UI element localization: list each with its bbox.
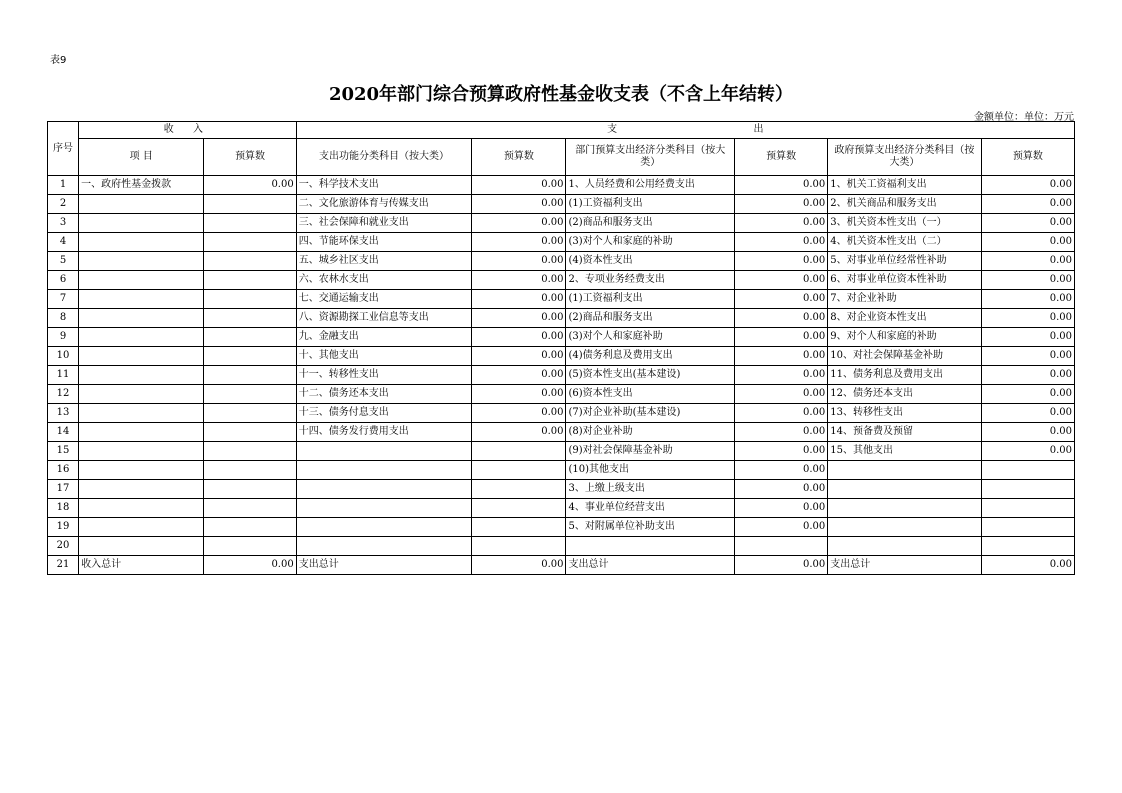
func-item-cell xyxy=(296,537,472,556)
header-row-1 xyxy=(48,122,1075,139)
func-item-cell xyxy=(296,480,472,499)
row-seq-cell: 20 xyxy=(48,537,79,556)
gov-budget-cell: 0.00 xyxy=(981,195,1074,214)
table-row xyxy=(48,290,1075,309)
table-row xyxy=(48,385,1075,404)
dept-budget-cell: 0.00 xyxy=(734,290,827,309)
income-budget-cell: 0.00 xyxy=(204,176,296,195)
gov-budget-cell xyxy=(981,461,1074,480)
income-item-cell: 收入总计 xyxy=(79,556,204,575)
func-item-cell: 五、城乡社区支出 xyxy=(296,252,472,271)
dept-budget-cell: 0.00 xyxy=(734,442,827,461)
income-budget-cell xyxy=(204,499,296,518)
func-budget-cell: 0.00 xyxy=(472,290,566,309)
dept-econ-header: 部门预算支出经济分类科目（按大类） xyxy=(566,139,734,176)
income-budget-cell xyxy=(204,214,296,233)
row-seq-cell: 19 xyxy=(48,518,79,537)
expense-header xyxy=(296,122,1074,139)
dept-budget-cell xyxy=(734,537,827,556)
func-item-cell: 二、文化旅游体育与传媒支出 xyxy=(296,195,472,214)
func-budget-cell: 0.00 xyxy=(472,404,566,423)
income-budget-cell xyxy=(204,366,296,385)
dept-item-cell: (2)商品和服务支出 xyxy=(566,214,734,233)
func-budget-cell: 0.00 xyxy=(472,309,566,328)
func-budget-cell: 0.00 xyxy=(472,347,566,366)
func-item-cell: 支出总计 xyxy=(296,556,472,575)
func-item-cell: 三、社会保障和就业支出 xyxy=(296,214,472,233)
income-item-cell xyxy=(79,195,204,214)
row-seq-cell: 8 xyxy=(48,309,79,328)
func-budget-cell: 0.00 xyxy=(472,252,566,271)
dept-item-cell: (5)资本性支出(基本建设) xyxy=(566,366,734,385)
income-item-cell xyxy=(79,518,204,537)
income-budget-cell xyxy=(204,442,296,461)
gov-budget-cell: 0.00 xyxy=(981,366,1074,385)
dept-item-cell: (3)对个人和家庭的补助 xyxy=(566,233,734,252)
dept-budget-cell: 0.00 xyxy=(734,252,827,271)
func-item-cell xyxy=(296,442,472,461)
income-budget-cell xyxy=(204,290,296,309)
func-budget-cell: 0.00 xyxy=(472,366,566,385)
gov-budget-cell: 0.00 xyxy=(981,328,1074,347)
func-item-cell xyxy=(296,461,472,480)
dept-item-cell: 4、事业单位经营支出 xyxy=(566,499,734,518)
income-budget-cell xyxy=(204,385,296,404)
gov-item-cell: 13、转移性支出 xyxy=(828,404,981,423)
gov-budget-header: 预算数 xyxy=(981,139,1074,176)
dept-item-cell: (1)工资福利支出 xyxy=(566,195,734,214)
income-budget-cell xyxy=(204,252,296,271)
dept-item-cell: 5、对附属单位补助支出 xyxy=(566,518,734,537)
func-budget-cell: 0.00 xyxy=(472,423,566,442)
gov-item-cell: 支出总计 xyxy=(828,556,981,575)
func-budget-cell: 0.00 xyxy=(472,214,566,233)
income-item-cell xyxy=(79,347,204,366)
dept-item-cell: (9)对社会保障基金补助 xyxy=(566,442,734,461)
gov-budget-cell: 0.00 xyxy=(981,404,1074,423)
gov-item-cell: 3、机关资本性支出（一） xyxy=(828,214,981,233)
gov-budget-cell: 0.00 xyxy=(981,385,1074,404)
gov-item-cell: 8、对企业资本性支出 xyxy=(828,309,981,328)
income-item-cell xyxy=(79,499,204,518)
income-budget-cell xyxy=(204,195,296,214)
table-row xyxy=(48,518,1075,537)
row-seq-cell: 4 xyxy=(48,233,79,252)
income-budget-header: 预算数 xyxy=(204,139,296,176)
table-row xyxy=(48,328,1075,347)
func-item-cell: 八、资源勘探工业信息等支出 xyxy=(296,309,472,328)
dept-budget-cell: 0.00 xyxy=(734,518,827,537)
func-budget-cell xyxy=(472,461,566,480)
dept-item-cell: 3、上缴上级支出 xyxy=(566,480,734,499)
row-seq-cell: 5 xyxy=(48,252,79,271)
func-item-cell: 十三、债务付息支出 xyxy=(296,404,472,423)
table-row xyxy=(48,556,1075,575)
gov-budget-cell: 0.00 xyxy=(981,423,1074,442)
income-budget-cell xyxy=(204,480,296,499)
income-item-cell xyxy=(79,385,204,404)
table-row xyxy=(48,233,1075,252)
income-item-cell xyxy=(79,214,204,233)
income-item-cell xyxy=(79,271,204,290)
row-seq-cell: 13 xyxy=(48,404,79,423)
income-item-cell xyxy=(79,480,204,499)
table-row xyxy=(48,366,1075,385)
gov-item-cell: 15、其他支出 xyxy=(828,442,981,461)
gov-item-cell: 6、对事业单位资本性补助 xyxy=(828,271,981,290)
income-item-cell xyxy=(79,404,204,423)
income-item-cell xyxy=(79,366,204,385)
expense-header-left: 支 xyxy=(607,124,618,135)
income-budget-cell xyxy=(204,271,296,290)
func-class-header: 支出功能分类科目（按大类） xyxy=(296,139,472,176)
func-item-cell: 九、金融支出 xyxy=(296,328,472,347)
gov-item-cell: 5、对事业单位经常性补助 xyxy=(828,252,981,271)
func-budget-cell: 0.00 xyxy=(472,271,566,290)
dept-budget-cell: 0.00 xyxy=(734,556,827,575)
row-seq-cell: 6 xyxy=(48,271,79,290)
row-seq-cell: 11 xyxy=(48,366,79,385)
dept-budget-cell: 0.00 xyxy=(734,480,827,499)
dept-budget-cell: 0.00 xyxy=(734,404,827,423)
income-item-cell xyxy=(79,537,204,556)
income-item-cell xyxy=(79,290,204,309)
table-row xyxy=(48,404,1075,423)
income-item-cell xyxy=(79,309,204,328)
gov-budget-cell xyxy=(981,499,1074,518)
dept-budget-cell: 0.00 xyxy=(734,233,827,252)
func-item-cell: 十、其他支出 xyxy=(296,347,472,366)
income-budget-cell xyxy=(204,233,296,252)
dept-item-cell: 支出总计 xyxy=(566,556,734,575)
income-item-cell: 一、政府性基金拨款 xyxy=(79,176,204,195)
row-seq-cell: 16 xyxy=(48,461,79,480)
gov-budget-cell: 0.00 xyxy=(981,556,1074,575)
income-budget-cell xyxy=(204,328,296,347)
dept-budget-cell: 0.00 xyxy=(734,176,827,195)
table-body xyxy=(48,176,1075,575)
row-seq-cell: 21 xyxy=(48,556,79,575)
gov-budget-cell: 0.00 xyxy=(981,290,1074,309)
gov-item-cell: 1、机关工资福利支出 xyxy=(828,176,981,195)
table-row xyxy=(48,252,1075,271)
dept-budget-cell: 0.00 xyxy=(734,271,827,290)
func-budget-cell xyxy=(472,442,566,461)
func-budget-cell xyxy=(472,480,566,499)
dept-item-cell: (4)债务利息及费用支出 xyxy=(566,347,734,366)
gov-item-cell: 4、机关资本性支出（二） xyxy=(828,233,981,252)
gov-econ-header: 政府预算支出经济分类科目（按大类） xyxy=(828,139,981,176)
income-item-cell xyxy=(79,423,204,442)
page-title: 2020年部门综合预算政府性基金收支表（不含上年结转） xyxy=(328,84,794,105)
table-row xyxy=(48,195,1075,214)
row-seq-cell: 3 xyxy=(48,214,79,233)
table-row xyxy=(48,214,1075,233)
func-item-cell: 十一、转移性支出 xyxy=(296,366,472,385)
func-budget-cell xyxy=(472,537,566,556)
dept-budget-cell: 0.00 xyxy=(734,385,827,404)
dept-item-cell: (10)其他支出 xyxy=(566,461,734,480)
func-budget-cell: 0.00 xyxy=(472,556,566,575)
gov-budget-cell: 0.00 xyxy=(981,271,1074,290)
dept-item-cell: (2)商品和服务支出 xyxy=(566,309,734,328)
income-budget-cell xyxy=(204,347,296,366)
table-row xyxy=(48,309,1075,328)
func-budget-cell: 0.00 xyxy=(472,385,566,404)
gov-budget-cell: 0.00 xyxy=(981,442,1074,461)
func-item-cell: 四、节能环保支出 xyxy=(296,233,472,252)
gov-item-cell xyxy=(828,499,981,518)
gov-budget-cell: 0.00 xyxy=(981,233,1074,252)
income-header xyxy=(79,122,297,139)
table-row xyxy=(48,480,1075,499)
func-budget-cell xyxy=(472,499,566,518)
gov-item-cell xyxy=(828,537,981,556)
table-row xyxy=(48,423,1075,442)
dept-item-cell: (6)资本性支出 xyxy=(566,385,734,404)
dept-item-cell: (1)工资福利支出 xyxy=(566,290,734,309)
gov-budget-cell: 0.00 xyxy=(981,252,1074,271)
dept-budget-cell: 0.00 xyxy=(734,309,827,328)
table-row xyxy=(48,176,1075,195)
func-item-cell xyxy=(296,518,472,537)
budget-table xyxy=(47,121,1075,575)
seq-header: 序号 xyxy=(48,122,79,176)
table-row xyxy=(48,271,1075,290)
func-item-cell: 十二、债务还本支出 xyxy=(296,385,472,404)
income-budget-cell xyxy=(204,404,296,423)
income-item-cell xyxy=(79,233,204,252)
dept-budget-cell: 0.00 xyxy=(734,423,827,442)
income-item-cell xyxy=(79,328,204,347)
row-seq-cell: 15 xyxy=(48,442,79,461)
row-seq-cell: 18 xyxy=(48,499,79,518)
gov-budget-cell xyxy=(981,480,1074,499)
dept-budget-cell: 0.00 xyxy=(734,195,827,214)
item-header: 项 目 xyxy=(79,139,204,176)
dept-item-cell: 2、专项业务经费支出 xyxy=(566,271,734,290)
func-budget-cell: 0.00 xyxy=(472,176,566,195)
table-row xyxy=(48,499,1075,518)
row-seq-cell: 1 xyxy=(48,176,79,195)
gov-item-cell xyxy=(828,480,981,499)
dept-item-cell: (4)资本性支出 xyxy=(566,252,734,271)
income-budget-cell: 0.00 xyxy=(204,556,296,575)
dept-budget-header: 预算数 xyxy=(734,139,827,176)
income-budget-cell xyxy=(204,309,296,328)
row-seq-cell: 17 xyxy=(48,480,79,499)
func-item-cell: 一、科学技术支出 xyxy=(296,176,472,195)
func-budget-cell: 0.00 xyxy=(472,328,566,347)
row-seq-cell: 9 xyxy=(48,328,79,347)
row-seq-cell: 7 xyxy=(48,290,79,309)
gov-item-cell xyxy=(828,518,981,537)
income-budget-cell xyxy=(204,518,296,537)
func-budget-header: 预算数 xyxy=(472,139,566,176)
gov-budget-cell xyxy=(981,518,1074,537)
func-item-cell: 十四、债务发行费用支出 xyxy=(296,423,472,442)
gov-item-cell: 2、机关商品和服务支出 xyxy=(828,195,981,214)
row-seq-cell: 14 xyxy=(48,423,79,442)
dept-item-cell: (7)对企业补助(基本建设) xyxy=(566,404,734,423)
func-item-cell: 七、交通运输支出 xyxy=(296,290,472,309)
func-budget-cell: 0.00 xyxy=(472,233,566,252)
table-row xyxy=(48,461,1075,480)
gov-item-cell: 9、对个人和家庭的补助 xyxy=(828,328,981,347)
income-budget-cell xyxy=(204,537,296,556)
gov-item-cell: 10、对社会保障基金补助 xyxy=(828,347,981,366)
dept-item-cell: (8)对企业补助 xyxy=(566,423,734,442)
func-budget-cell xyxy=(472,518,566,537)
income-item-cell xyxy=(79,442,204,461)
row-seq-cell: 10 xyxy=(48,347,79,366)
dept-item-cell xyxy=(566,537,734,556)
gov-budget-cell: 0.00 xyxy=(981,176,1074,195)
dept-item-cell: 1、人员经费和公用经费支出 xyxy=(566,176,734,195)
dept-budget-cell: 0.00 xyxy=(734,461,827,480)
table-row xyxy=(48,537,1075,556)
gov-budget-cell: 0.00 xyxy=(981,347,1074,366)
dept-budget-cell: 0.00 xyxy=(734,366,827,385)
income-budget-cell xyxy=(204,423,296,442)
dept-budget-cell: 0.00 xyxy=(734,328,827,347)
table-row xyxy=(48,442,1075,461)
func-item-cell xyxy=(296,499,472,518)
income-budget-cell xyxy=(204,461,296,480)
expense-header-right: 出 xyxy=(753,124,764,135)
gov-budget-cell: 0.00 xyxy=(981,309,1074,328)
amount-unit: 金额单位：单位：万元 xyxy=(974,112,1074,123)
gov-item-cell xyxy=(828,461,981,480)
row-seq-cell: 12 xyxy=(48,385,79,404)
income-item-cell xyxy=(79,252,204,271)
dept-budget-cell: 0.00 xyxy=(734,214,827,233)
dept-item-cell: (3)对个人和家庭补助 xyxy=(566,328,734,347)
gov-item-cell: 14、预备费及预留 xyxy=(828,423,981,442)
gov-item-cell: 12、债务还本支出 xyxy=(828,385,981,404)
dept-budget-cell: 0.00 xyxy=(734,499,827,518)
gov-budget-cell: 0.00 xyxy=(981,214,1074,233)
row-seq-cell: 2 xyxy=(48,195,79,214)
table-tag: 表9 xyxy=(50,55,67,66)
func-item-cell: 六、农林水支出 xyxy=(296,271,472,290)
income-item-cell xyxy=(79,461,204,480)
func-budget-cell: 0.00 xyxy=(472,195,566,214)
gov-item-cell: 7、对企业补助 xyxy=(828,290,981,309)
gov-item-cell: 11、债务利息及费用支出 xyxy=(828,366,981,385)
dept-budget-cell: 0.00 xyxy=(734,347,827,366)
table-row xyxy=(48,347,1075,366)
gov-budget-cell xyxy=(981,537,1074,556)
income-header-label: 收 入 xyxy=(163,124,211,135)
header-row-2 xyxy=(48,139,1075,176)
